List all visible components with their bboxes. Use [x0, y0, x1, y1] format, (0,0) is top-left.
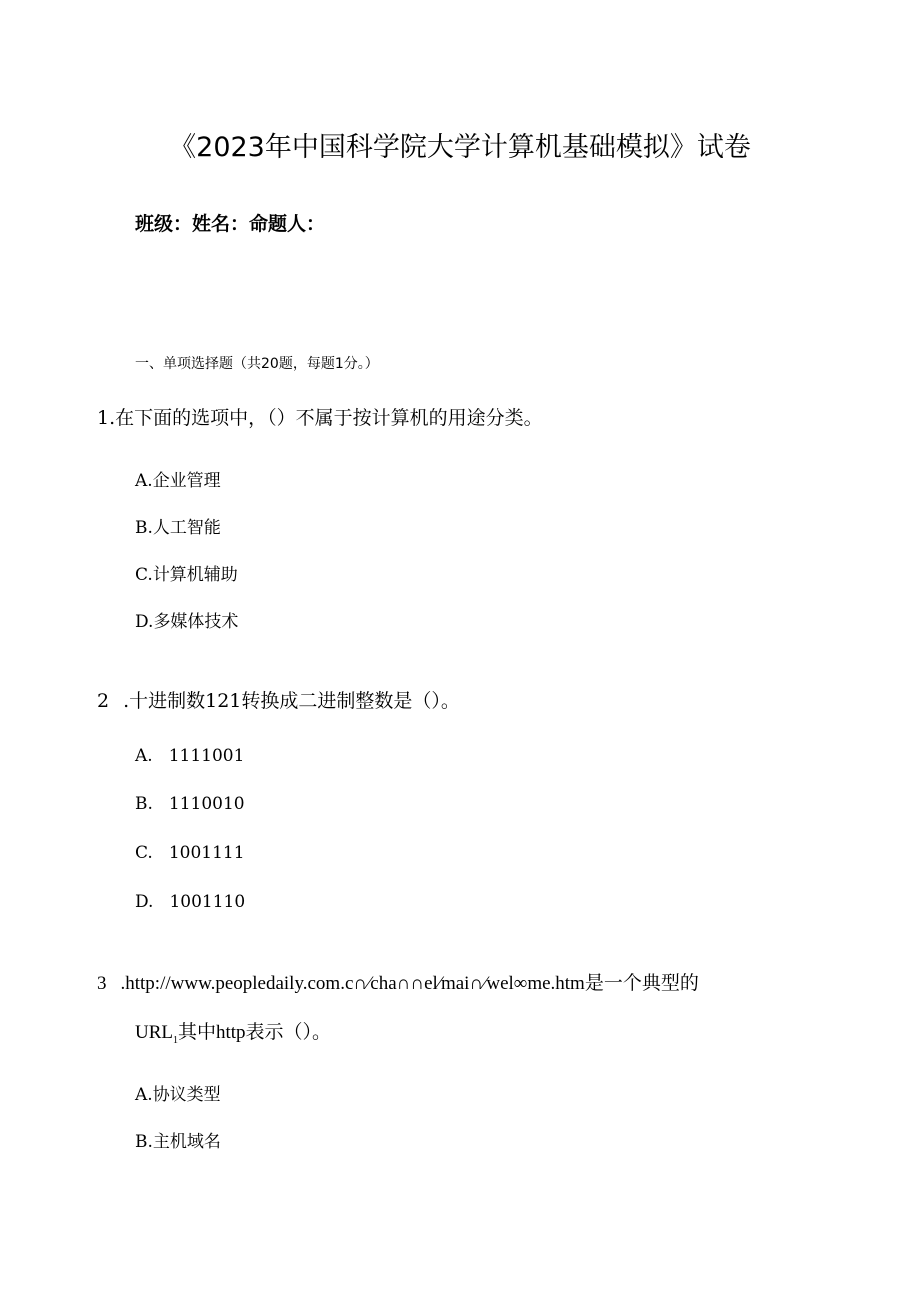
option-letter: C.	[135, 843, 153, 863]
option-text: 1001110	[169, 892, 246, 912]
option-3-b	[135, 1132, 221, 1152]
option-letter: B.	[135, 1132, 153, 1152]
question-text-url-label: URL	[135, 1022, 173, 1043]
option-1-b	[135, 518, 221, 538]
option-2-c	[135, 843, 245, 863]
option-letter: C.	[135, 565, 153, 585]
question-3	[97, 973, 699, 996]
option-letter: A.	[135, 471, 153, 491]
exam-title: 《2023年中国科学院大学计算机基础模拟》试卷	[169, 132, 751, 163]
option-2-a	[135, 746, 244, 766]
question-text-subscript: 1	[173, 1034, 178, 1046]
option-1-a	[135, 471, 221, 491]
option-letter: B.	[135, 794, 153, 814]
option-letter: A.	[135, 1085, 153, 1105]
question-3-line2	[135, 1022, 331, 1047]
option-2-b	[135, 794, 245, 814]
option-letter: B.	[135, 518, 153, 538]
option-3-a	[135, 1085, 221, 1105]
option-text: 企业管理	[152, 471, 221, 491]
option-text: 1110010	[168, 794, 245, 814]
option-text: 协议类型	[152, 1085, 221, 1105]
question-1	[97, 407, 543, 430]
option-1-d	[135, 612, 238, 632]
question-number: 1.	[97, 407, 116, 429]
option-text: 计算机辅助	[152, 565, 238, 585]
option-text: 主机域名	[152, 1132, 221, 1152]
option-text: 1111001	[168, 746, 245, 766]
option-text: 1001111	[168, 843, 245, 863]
option-text: 多媒体技术	[153, 612, 239, 632]
question-text: 在下面的选项中，（）不属于按计算机的用途分类。	[115, 407, 543, 429]
option-text: 人工智能	[152, 518, 221, 538]
option-letter: D.	[135, 892, 154, 912]
option-1-c	[135, 565, 238, 585]
option-letter: D.	[135, 612, 154, 632]
question-number: 3	[97, 973, 107, 994]
question-number: 2	[97, 690, 110, 712]
question-text: .十进制数121转换成二进制整数是（）。	[123, 690, 460, 712]
info-line: 班级：姓名：命题人：	[135, 213, 326, 235]
option-letter: A.	[135, 746, 153, 766]
question-text-cont: 其中http表示（）。	[178, 1022, 332, 1043]
section-heading: 一、单项选择题（共20题，每题1分。）	[135, 356, 379, 372]
question-text: .http://www.peopledaily.com.c∩⁄cha∩∩el⁄mai∩⁄wel∞me.htm是一个典型的	[120, 973, 699, 994]
question-2	[97, 690, 460, 713]
option-2-d	[135, 892, 245, 912]
